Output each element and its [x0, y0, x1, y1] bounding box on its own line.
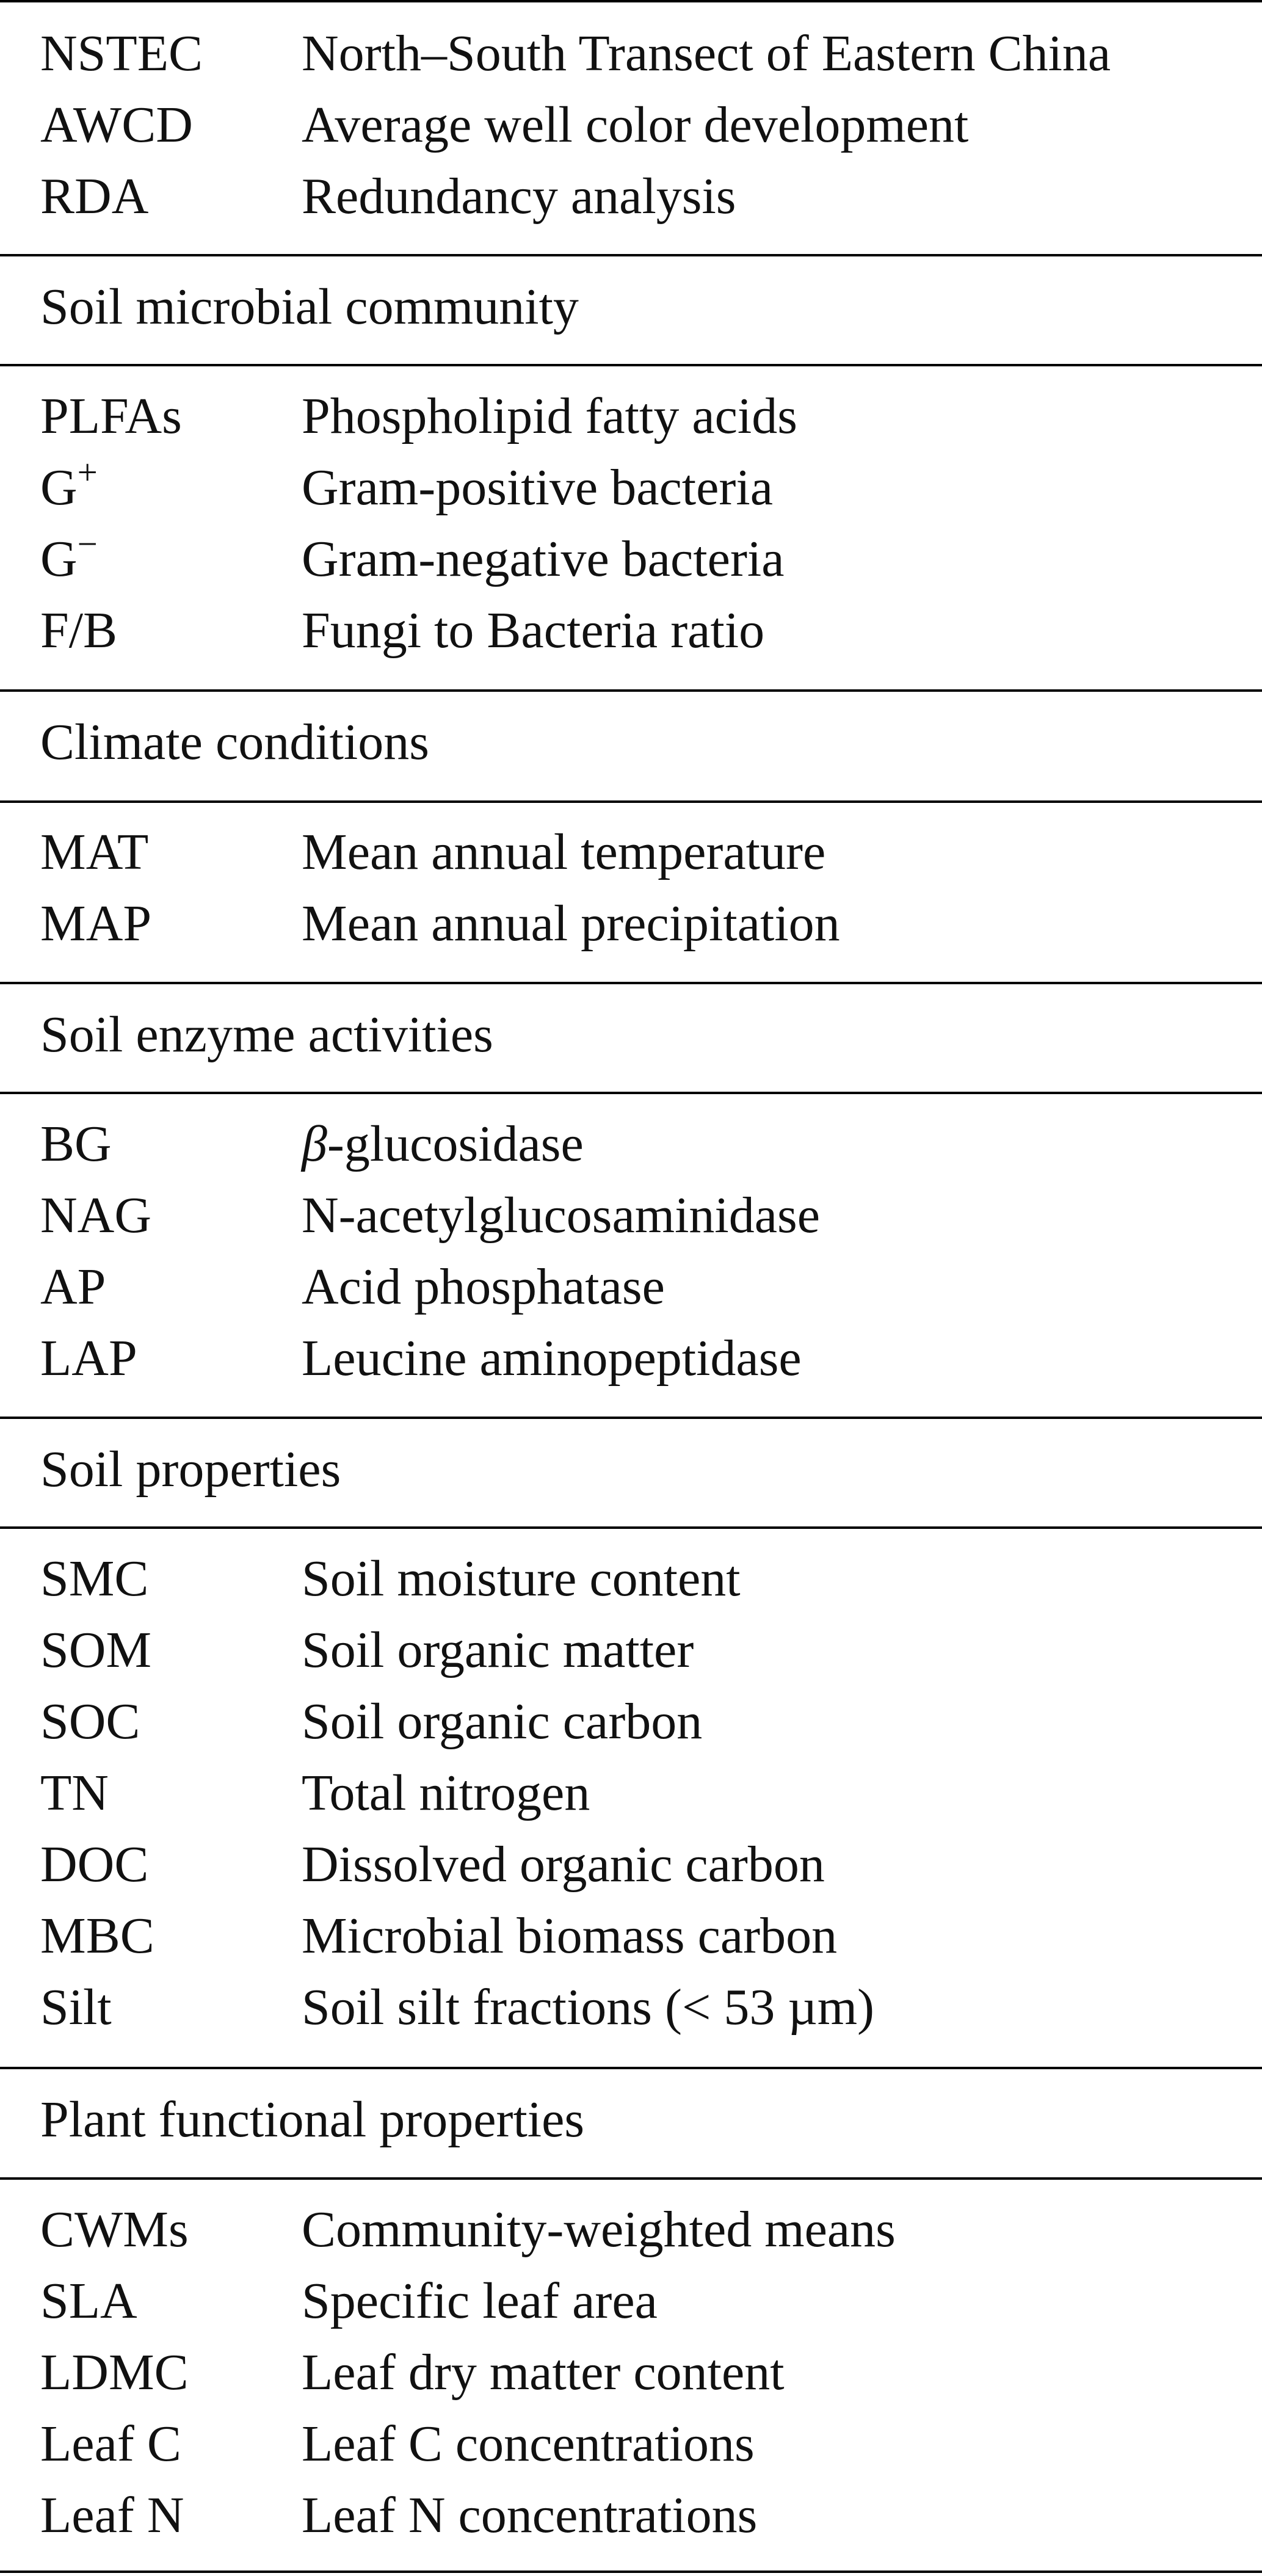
section-heading-text: Climate conditions — [40, 714, 429, 771]
abbreviation-base: G — [40, 459, 78, 516]
definition: Soil organic carbon — [302, 1693, 703, 1750]
section-rule — [0, 2067, 1262, 2069]
definition: N-acetylglucosaminidase — [302, 1187, 821, 1244]
abbreviation: NAG — [40, 1187, 151, 1244]
abbreviation: MAT — [40, 824, 149, 880]
table-row — [0, 1686, 1262, 1757]
section-rule — [0, 254, 1262, 256]
table-row — [0, 1180, 1262, 1251]
table-row — [0, 1614, 1262, 1686]
definition: Specific leaf area — [302, 2273, 658, 2329]
definition: North–South Transect of Eastern China — [302, 25, 1111, 82]
abbreviation — [40, 523, 98, 595]
definition: Dissolved organic carbon — [302, 1836, 825, 1893]
abbreviation: LDMC — [40, 2344, 189, 2401]
definition: Average well color development — [302, 96, 969, 153]
abbreviation: SMC — [40, 1550, 149, 1607]
abbreviation: Silt — [40, 1979, 112, 2036]
greek-beta: β — [302, 1116, 327, 1172]
table-row — [0, 1543, 1262, 1614]
section-rule — [0, 364, 1262, 366]
abbreviation: RDA — [40, 168, 149, 225]
section-heading — [0, 999, 1262, 1070]
definition: Total nitrogen — [302, 1765, 590, 1821]
section-heading-text: Plant functional properties — [40, 2091, 585, 2148]
definition-text: -glucosidase — [327, 1116, 584, 1172]
definition: Leaf dry matter content — [302, 2344, 785, 2401]
abbreviation: Leaf N — [40, 2487, 184, 2544]
table-row — [0, 816, 1262, 888]
section-rule — [0, 689, 1262, 692]
abbreviation: MBC — [40, 1907, 154, 1964]
abbreviation-base: G — [40, 531, 78, 587]
abbreviation: MAP — [40, 895, 152, 952]
definition: Microbial biomass carbon — [302, 1907, 838, 1964]
abbreviation: F/B — [40, 602, 118, 659]
abbreviation-superscript: − — [77, 524, 98, 564]
section-rule — [0, 2177, 1262, 2180]
definition: Soil silt fractions (< 53 µm) — [302, 1979, 875, 2036]
section-heading-text: Soil microbial community — [40, 278, 579, 335]
table-row — [0, 595, 1262, 666]
definition: Soil moisture content — [302, 1550, 741, 1607]
table-row — [0, 1108, 1262, 1180]
section-heading — [0, 2084, 1262, 2155]
section-heading-text: Soil enzyme activities — [40, 1006, 493, 1063]
table-row — [0, 2265, 1262, 2337]
definition: Community-weighted means — [302, 2201, 896, 2258]
table-rule-top — [0, 0, 1262, 2]
definition: Gram-positive bacteria — [302, 459, 773, 516]
abbreviation: CWMs — [40, 2201, 189, 2258]
definition: Soil organic matter — [302, 1622, 694, 1678]
abbreviation: PLFAs — [40, 388, 182, 444]
abbreviation: NSTEC — [40, 25, 203, 82]
section-heading-text: Soil properties — [40, 1441, 341, 1498]
table-row — [0, 1757, 1262, 1829]
table-row — [0, 89, 1262, 161]
definition: Leaf C concentrations — [302, 2415, 755, 2472]
definition: Fungi to Bacteria ratio — [302, 602, 765, 659]
table-row — [0, 380, 1262, 452]
definition: Phospholipid fatty acids — [302, 388, 797, 444]
abbreviation: LAP — [40, 1330, 137, 1387]
table-row — [0, 1829, 1262, 1900]
abbreviation: SOM — [40, 1622, 152, 1678]
definition: Leaf N concentrations — [302, 2487, 758, 2544]
definition: Gram-negative bacteria — [302, 531, 785, 587]
definition: Mean annual precipitation — [302, 895, 840, 952]
abbreviation: TN — [40, 1765, 109, 1821]
table-row — [0, 1322, 1262, 1394]
table-row — [0, 18, 1262, 89]
abbreviation: SLA — [40, 2273, 137, 2329]
table-row — [0, 888, 1262, 959]
abbreviation: Leaf C — [40, 2415, 181, 2472]
abbreviation: DOC — [40, 1836, 149, 1893]
table-row — [0, 2337, 1262, 2408]
abbreviation: BG — [40, 1116, 112, 1172]
abbreviation-superscript: + — [77, 452, 98, 493]
abbreviation: AWCD — [40, 96, 193, 153]
definition: Redundancy analysis — [302, 168, 736, 225]
section-rule — [0, 1092, 1262, 1094]
table-row — [0, 1900, 1262, 1972]
abbreviation: AP — [40, 1258, 106, 1315]
table-row — [0, 1972, 1262, 2043]
table-row — [0, 523, 1262, 595]
section-heading — [0, 706, 1262, 778]
section-heading — [0, 1434, 1262, 1505]
section-rule — [0, 982, 1262, 984]
table-row — [0, 2194, 1262, 2265]
table-row — [0, 2408, 1262, 2480]
table-rule-bottom — [0, 2571, 1262, 2573]
table-row — [0, 161, 1262, 232]
abbreviation — [40, 452, 98, 523]
section-rule — [0, 1526, 1262, 1529]
section-rule — [0, 1417, 1262, 1419]
section-heading — [0, 271, 1262, 343]
table-row — [0, 2480, 1262, 2551]
section-rule — [0, 800, 1262, 803]
definition: Mean annual temperature — [302, 824, 826, 880]
table-row — [0, 452, 1262, 523]
definition: Acid phosphatase — [302, 1258, 665, 1315]
abbreviation: SOC — [40, 1693, 140, 1750]
table-row — [0, 1251, 1262, 1322]
definition: Leucine aminopeptidase — [302, 1330, 802, 1387]
definition — [302, 1108, 584, 1180]
